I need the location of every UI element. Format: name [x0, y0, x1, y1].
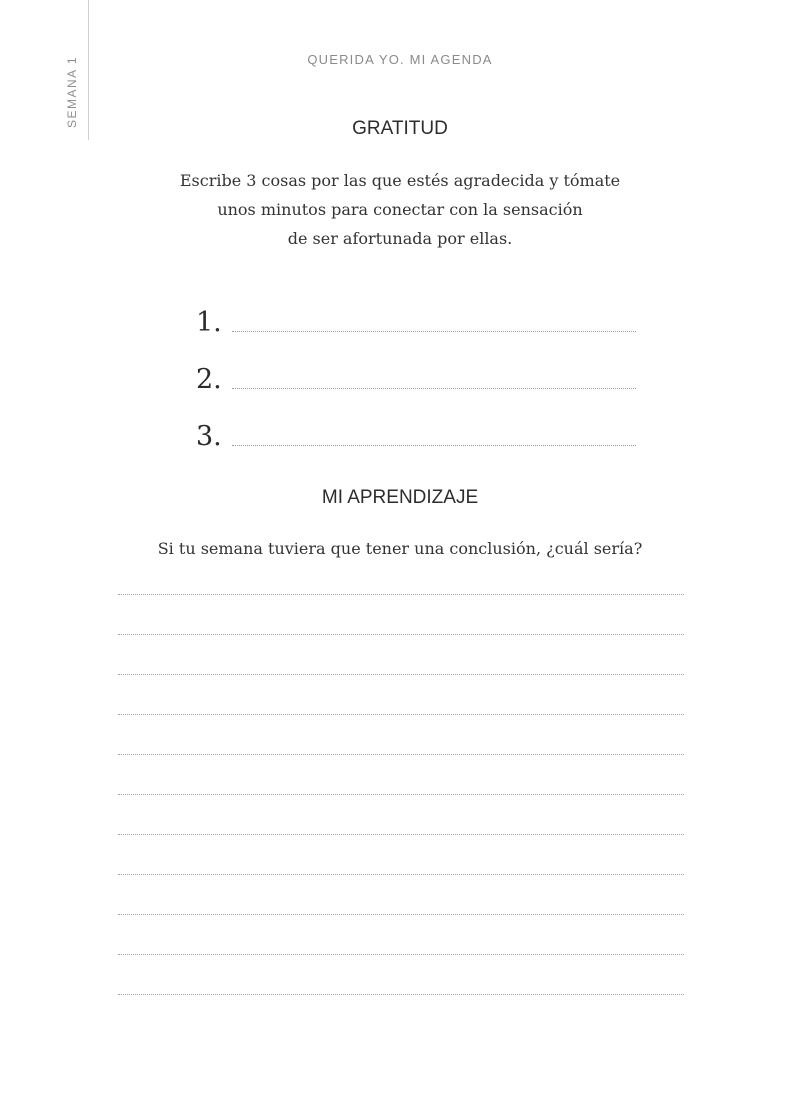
instruction-line: de ser afortunada por ellas. [287, 229, 513, 248]
gratitude-instructions [150, 166, 650, 253]
item-number: 2. [196, 364, 222, 395]
learning-question: Si tu semana tuviera que tener una conclusión, ¿cuál sería? [157, 539, 643, 558]
writing-line[interactable] [118, 914, 684, 915]
running-header: QUERIDA YO. MI AGENDA [307, 52, 493, 67]
learning-writing-area[interactable] [118, 594, 684, 1034]
gratitude-answer-line-1[interactable] [232, 331, 636, 332]
writing-line[interactable] [118, 874, 684, 875]
item-number: 3. [196, 421, 222, 452]
writing-line[interactable] [118, 834, 684, 835]
instruction-line: Escribe 3 cosas por las que estés agradecida y tómate [179, 171, 621, 190]
learning-title: MI APRENDIZAJE [321, 487, 479, 508]
writing-line[interactable] [118, 594, 684, 595]
gratitude-title: GRATITUD [352, 118, 448, 139]
instruction-line: unos minutos para conectar con la sensación [217, 200, 583, 219]
writing-line[interactable] [118, 674, 684, 675]
item-number: 1. [196, 307, 222, 338]
gratitude-answer-line-3[interactable] [232, 445, 636, 446]
week-label: SEMANA 1 [65, 55, 79, 129]
gratitude-item-3 [196, 414, 636, 454]
writing-line[interactable] [118, 994, 684, 995]
writing-line[interactable] [118, 794, 684, 795]
writing-line[interactable] [118, 754, 684, 755]
gratitude-item-1 [196, 300, 636, 340]
gratitude-answer-line-2[interactable] [232, 388, 636, 389]
writing-line[interactable] [118, 714, 684, 715]
gratitude-item-2 [196, 357, 636, 397]
writing-line[interactable] [118, 634, 684, 635]
writing-line[interactable] [118, 954, 684, 955]
